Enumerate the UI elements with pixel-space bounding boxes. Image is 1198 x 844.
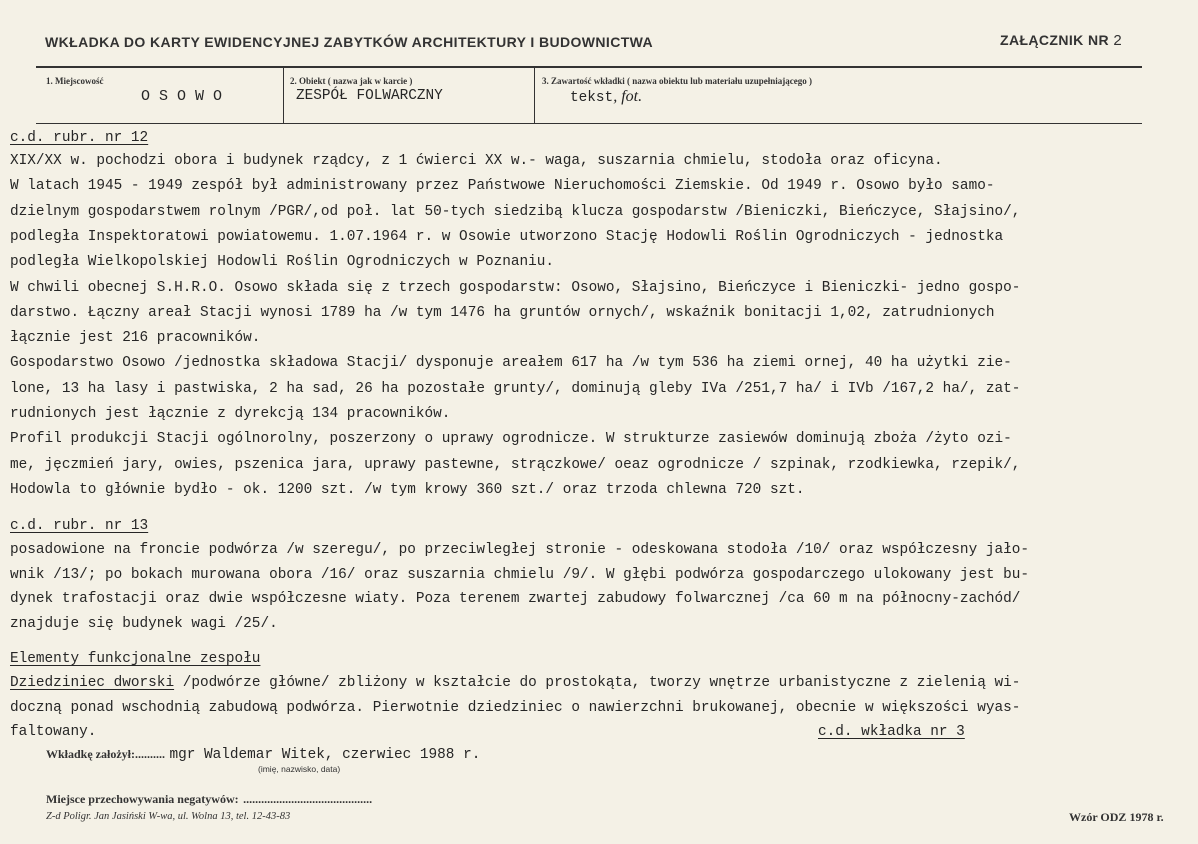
heading-rubr-12: c.d. rubr. nr 12 — [10, 130, 149, 146]
heading-rubr-13: c.d. rubr. nr 13 — [10, 518, 149, 534]
founder-row — [46, 745, 480, 763]
field-bottom-rule — [36, 123, 1142, 124]
heading-functional-elements: Elementy funkcjonalne zespołu — [10, 651, 261, 667]
rubr-12-line-5: podległa Wielkopolskiej Hodowli Roślin Ogrodniczych w Poznaniu. — [10, 254, 555, 271]
field-2-value: ZESPÓŁ FOLWARCZNY — [296, 88, 443, 104]
negatives-row — [46, 790, 372, 808]
founder-label: Wkładkę założył: — [46, 747, 135, 761]
courtyard-line-2: doczną ponad wschodnią zabudową podwórza. Pierwotnie dziedziniec o nawierzchni brukowanej, obecnie w większości wyas- — [10, 700, 1021, 716]
founder-value: mgr Waldemar Witek, czerwiec 1988 r. — [169, 747, 481, 763]
paragraph-courtyard-first — [10, 675, 1020, 691]
rubr-13-line-3: dynek trafostacji oraz dwie współczesne wiaty. Poza terenem zwartej zabudowy folwarcznej /ca 60 m na północny-zachód/ — [10, 591, 1021, 608]
field-3-value-wrap — [570, 88, 642, 106]
form-title: WKŁADKA DO KARTY EWIDENCYJNEJ ZABYTKÓW ARCHITEKTURY I BUDOWNICTWA — [45, 34, 654, 50]
rubr-12-line-4: podległa Inspektoratowi powiatowemu. 1.07.1964 r. w Osowie utworzono Stację Hodowli Roślin Ogrodniczych - jednostka — [10, 228, 1004, 245]
continued-note: c.d. wkładka nr 3 — [818, 724, 965, 740]
field-1-label: 1. Miejscowość — [46, 76, 104, 86]
field-3-label: 3. Zawartość wkładki ( nazwa obiektu lub materiału uzupełniającego ) — [542, 76, 813, 86]
rubr-13-line-2: wnik /13/; po bokach murowana obora /16/ oraz suszarnia chmielu /9/. W głębi podwórza gospodarczego ulokowany jest bu- — [10, 566, 1030, 583]
founder-dots: .......... — [135, 747, 165, 761]
attachment-number: 2 — [1113, 32, 1123, 49]
rubr-12-line-6: W chwili obecnej S.H.R.O. Osowo składa się z trzech gospodarstw: Osowo, Słajsino, Bieńczyce i Bieniczki- jedno gospo- — [10, 279, 1021, 296]
attachment-text: ZAŁĄCZNIK NR — [1000, 32, 1110, 48]
founder-hint: (imię, nazwisko, data) — [258, 764, 341, 774]
form-model: Wzór ODZ 1978 r. — [1069, 810, 1164, 824]
negatives-dots: ........................................... — [243, 792, 373, 806]
field-2-label: 2. Obiekt ( nazwa jak w karcie ) — [290, 76, 413, 86]
rubr-12-line-7: darstwo. Łączny areał Stacji wynosi 1789 ha /w tym 1476 ha gruntów ornych/, wskaźnik bonitacji 1,02, zatrudnionych — [10, 304, 995, 321]
field-divider-1 — [283, 68, 284, 123]
rubr-12-line-9: Gospodarstwo Osowo /jednostka składowa Stacji/ dysponuje areałem 617 ha /w tym 536 ha ziemi ornej, 40 ha użytki zie- — [10, 355, 1012, 372]
rubr-12-line-14: Hodowla to głównie bydło - ok. 1200 szt. /w tym krowy 360 szt./ oraz trzoda chlewna 720 szt. — [10, 481, 805, 498]
printer-info: Z-d Poligr. Jan Jasiński W-wa, ul. Wolna 13, tel. 12-43-83 — [46, 811, 291, 822]
field-divider-2 — [534, 68, 535, 123]
negatives-label: Miejsce przechowywania negatywów: — [46, 792, 239, 806]
courtyard-line-3: faltowany. — [10, 724, 97, 740]
rubr-12-line-2: W latach 1945 - 1949 zespół był administrowany przez Państwowe Nieruchomości Ziemskie. Od 1949 r. Osowo było samo- — [10, 178, 995, 195]
top-rule — [36, 66, 1142, 68]
field-3-value: tekst — [570, 90, 614, 106]
rubr-12-line-10: lone, 13 ha lasy i pastwiska, 2 ha sad, 26 ha pozostałe grunty/, dominują gleby IVa /251,7 ha/ i IVb /167,2 ha/, zat- — [10, 380, 1021, 397]
courtyard-line-1: /podwórze główne/ zbliżony w kształcie do prostokąta, tworzy wnętrze urbanistyczne z zielenią wi- — [174, 675, 1021, 691]
rubr-12-line-8: łącznie jest 216 pracowników. — [10, 330, 261, 347]
rubr-12-line-11: rudnionych jest łącznie z dyrekcją 134 pracowników. — [10, 406, 451, 422]
rubr-12-line-1: XIX/XX w. pochodzi obora i budynek rządcy, z 1 ćwierci XX w.- waga, suszarnia chmielu, stodoła oraz oficyna. — [10, 153, 943, 169]
field-1-value: O S O W O — [141, 88, 223, 105]
heading-courtyard: Dziedziniec dworski — [10, 675, 175, 691]
rubr-13-line-4: znajduje się budynek wagi /25/. — [10, 616, 278, 633]
rubr-12-line-12: Profil produkcji Stacji ogólnorolny, poszerzony o uprawy ogrodnicze. W strukturze zasiewów dominują zboża /żyto ozi- — [10, 431, 1012, 448]
rubr-12-line-13: me, jęczmień jary, owies, pszenica jara, uprawy pastewne, strączkowe/ oeaz ogrodnicze / szpinak, rzodkiewka, rzepik/, — [10, 456, 1021, 473]
rubr-13-line-1: posadowione na froncie podwórza /w szeregu/, po przeciwległej stronie - odeskowana stodoła /10/ oraz współczesny jało- — [10, 542, 1030, 558]
field-3-handwritten: , fot. — [613, 88, 643, 105]
attachment-label — [1000, 32, 1122, 49]
rubr-12-line-3: dzielnym gospodarstwem rolnym /PGR/,od poł. lat 50-tych siedzibą klucza gospodarstw /Bieniczki, Bieńczyce, Słajsino/, — [10, 203, 1021, 220]
